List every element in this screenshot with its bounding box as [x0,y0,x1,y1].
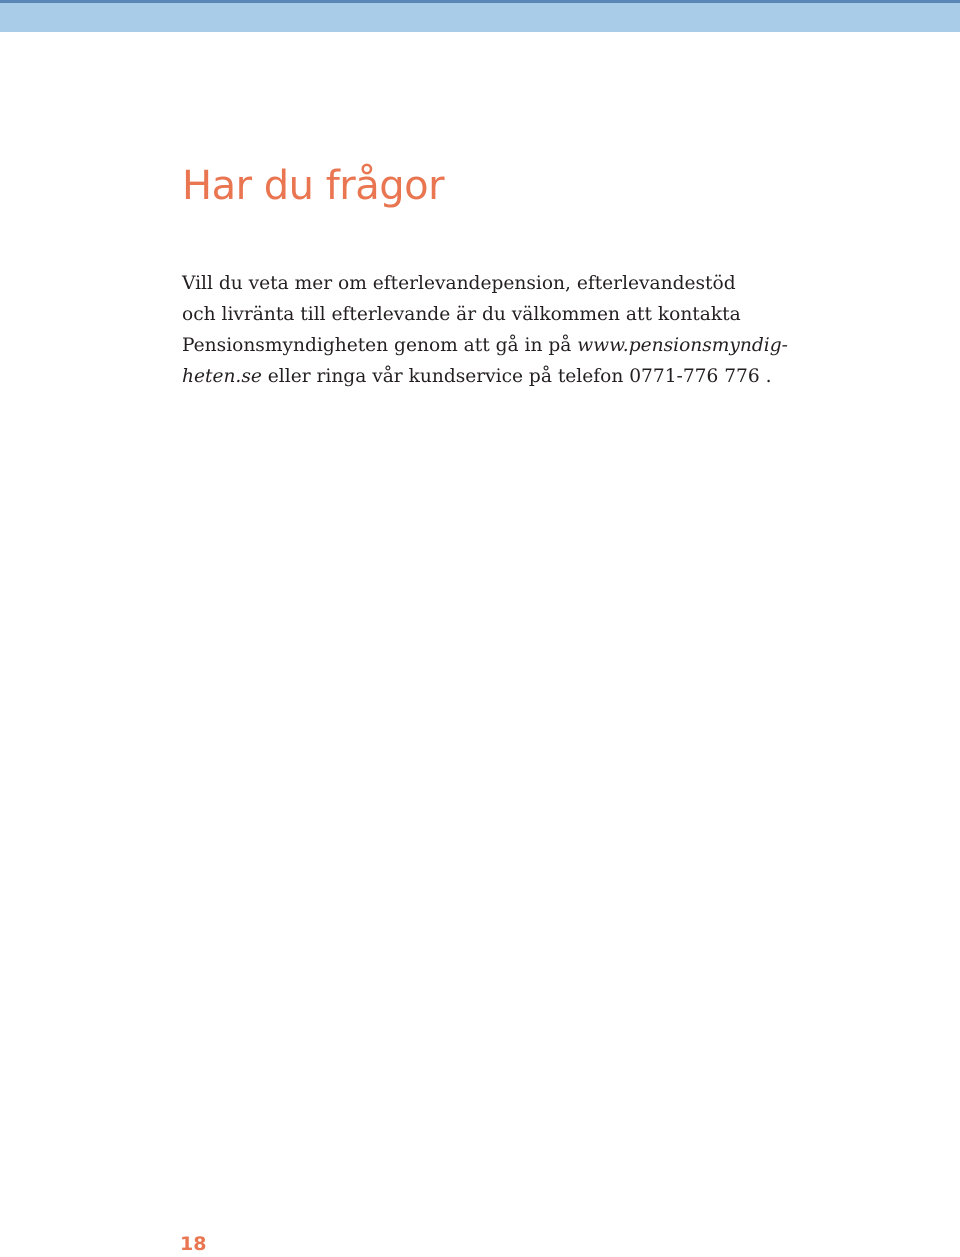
website-link-part-2[interactable]: heten.se [182,366,262,387]
paragraph-line-4-text: eller ringa vår kundservice på telefon 0771-776 776 . [261,366,772,387]
page-number: 18 [180,1233,207,1255]
paragraph-line-1: Vill du veta mer om efterlevandepension, efterlevandestöd [182,273,736,294]
top-color-band [0,0,960,32]
paragraph-line-2: och livränta till efterlevande är du välkommen att kontakta [182,304,741,325]
paragraph-line-3-text: Pensionsmyndigheten genom att gå in på [182,335,578,356]
paragraph-line-3 [182,330,792,361]
page-title: Har du frågor [182,163,445,209]
paragraph-line-4 [182,361,792,392]
top-band-edge-line [0,0,960,3]
contact-paragraph [182,268,792,392]
website-link-part-1[interactable]: www.pensionsmyndig- [577,335,788,356]
